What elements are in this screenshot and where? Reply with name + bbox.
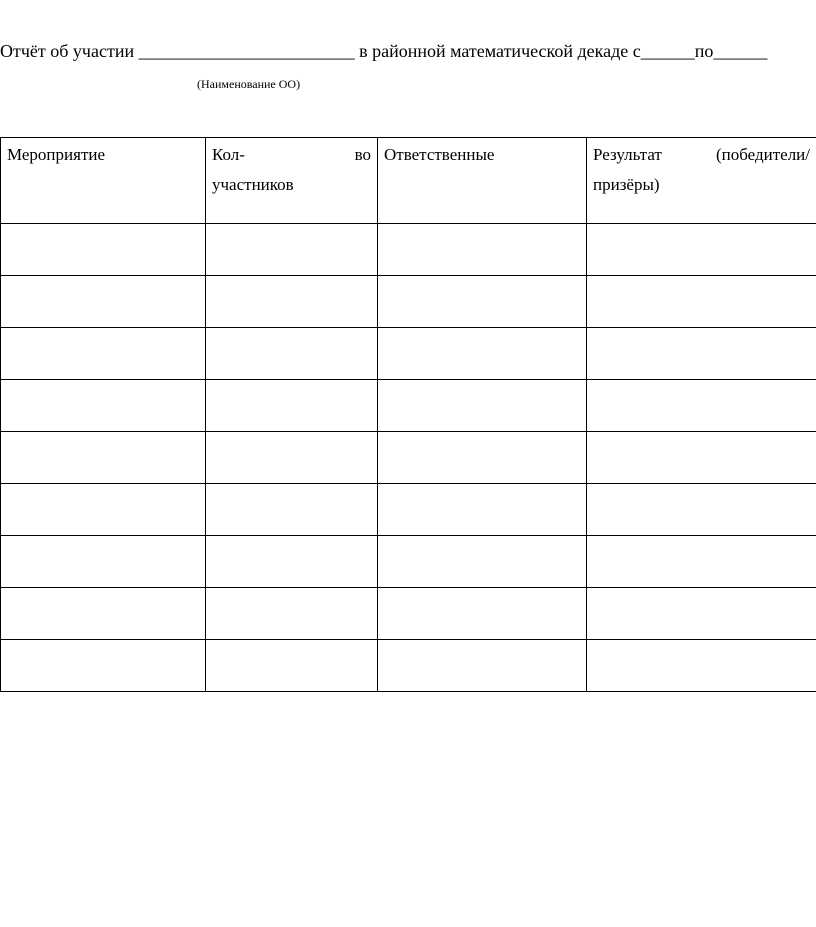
table-row: [1, 328, 816, 380]
header-cell-participants: [206, 138, 378, 224]
table-row: [1, 588, 816, 640]
table-cell-result: [587, 328, 816, 380]
title-start: Отчёт об участии: [0, 41, 139, 61]
table-row: [1, 484, 816, 536]
header-responsible-label: Ответственные: [384, 145, 495, 164]
table-cell-result: [587, 484, 816, 536]
header-event-label: Мероприятие: [7, 145, 106, 164]
table-cell-event: [1, 484, 206, 536]
table-row: [1, 640, 816, 692]
table-cell-event: [1, 588, 206, 640]
table-cell-result: [587, 380, 816, 432]
table-cell-responsible: [378, 224, 587, 276]
table-cell-participants: [206, 276, 378, 328]
table-row: [1, 432, 816, 484]
word-to: по: [694, 41, 714, 61]
table-cell-event: [1, 432, 206, 484]
table-cell-participants: [206, 484, 378, 536]
table-row: [1, 536, 816, 588]
table-cell-responsible: [378, 536, 587, 588]
table-cell-result: [587, 536, 816, 588]
table-cell-responsible: [378, 484, 587, 536]
date-from-blank: ______: [640, 41, 695, 61]
table-row: [1, 380, 816, 432]
table-row: [1, 224, 816, 276]
report-table: [0, 137, 816, 692]
table-cell-participants: [206, 380, 378, 432]
table-header-row: [1, 138, 816, 224]
header-cell-event: [1, 138, 206, 224]
table-cell-event: [1, 536, 206, 588]
table-cell-event: [1, 276, 206, 328]
org-name-blank: ________________________: [138, 41, 355, 61]
table-cell-responsible: [378, 432, 587, 484]
header-cell-result: [587, 138, 816, 224]
table-cell-participants: [206, 432, 378, 484]
table-cell-result: [587, 640, 816, 692]
table-cell-participants: [206, 224, 378, 276]
table-cell-event: [1, 224, 206, 276]
header-participants-part3: участников: [212, 175, 294, 194]
table-cell-participants: [206, 640, 378, 692]
table-cell-responsible: [378, 276, 587, 328]
table-cell-participants: [206, 536, 378, 588]
table-cell-event: [1, 328, 206, 380]
header-participants-part2: во: [354, 145, 371, 164]
title-middle: в районной математической декаде с: [354, 41, 641, 61]
report-title: [0, 40, 816, 62]
org-caption: (Наименование ОО): [197, 77, 301, 91]
table-cell-responsible: [378, 328, 587, 380]
header-participants-part1: Кол-: [212, 145, 245, 164]
table-cell-participants: [206, 588, 378, 640]
table-cell-result: [587, 224, 816, 276]
header-result-part2: (победители/: [715, 145, 810, 164]
table-cell-responsible: [378, 588, 587, 640]
date-to-blank: ______: [713, 41, 768, 61]
table-cell-event: [1, 380, 206, 432]
table-cell-result: [587, 276, 816, 328]
header-cell-responsible: [378, 138, 587, 224]
table-cell-result: [587, 432, 816, 484]
header-result-part3: призёры): [593, 175, 660, 194]
table-cell-responsible: [378, 380, 587, 432]
table-cell-responsible: [378, 640, 587, 692]
table-cell-result: [587, 588, 816, 640]
header-result-part1: Результат: [593, 145, 662, 164]
table-cell-participants: [206, 328, 378, 380]
table-row: [1, 276, 816, 328]
table-cell-event: [1, 640, 206, 692]
